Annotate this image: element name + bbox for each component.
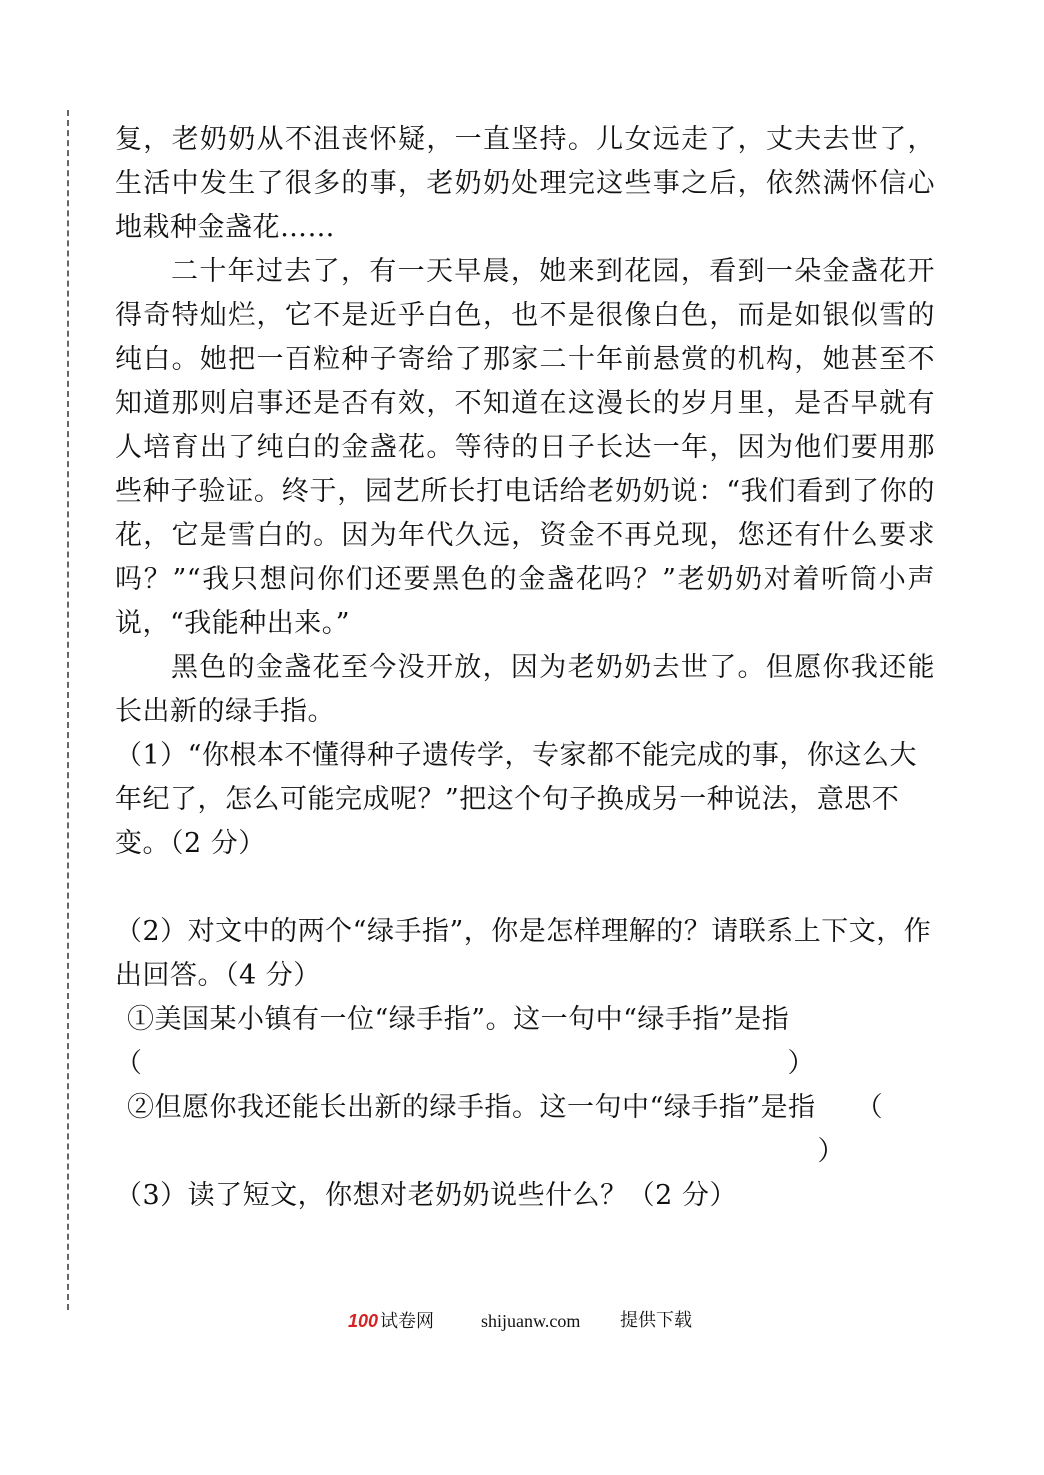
document-body [115, 118, 935, 1218]
question-2: （2）对文中的两个“绿手指”，你是怎样理解的？请联系上下文，作出回答。（4 分） [115, 916, 932, 991]
paragraph-1: 复，老奶奶从不沮丧怀疑，一直坚持。儿女远走了，丈夫去世了，生活中发生了很多的事，老奶奶处理完这些事之后，依然满怀信心地栽种金盏花…… [115, 124, 935, 243]
open-paren: （ [855, 1092, 884, 1123]
paragraph-2: 二十年过去了，有一天早晨，她来到花园，看到一朵金盏花开得奇特灿烂，它不是近乎白色，也不是很像白色，而是如银似雪的纯白。她把一百粒种子寄给了那家二十年前悬赏的机构，她甚至不知道那则启事还是否有效，不知道在这漫长的岁月里，是否早就有人培育出了纯白的金盏花。等待的日子长达一年，因为他们要用那些种子验证。终于，园艺所长打电话给老奶奶说：“我们看到了你的花，它是雪白的。因为年代久远，资金不再兑现，您还有什么要求吗？”“我只想问你们还要黑色的金盏花吗？”老奶奶对着听筒小声说，“我能种出来。” [115, 256, 935, 639]
logo-number: 100 [348, 1311, 379, 1331]
question-2b-text: ②但愿你我还能长出新的绿手指。这一句中“绿手指”是指 [127, 1092, 816, 1123]
question-3: （3）读了短文，你想对老奶奶说些什么？（2 分） [115, 1180, 737, 1211]
question-2a-blank [115, 1042, 815, 1086]
paragraph-3: 黑色的金盏花至今没开放，因为老奶奶去世了。但愿你我还能长出新的绿手指。 [115, 652, 935, 727]
close-paren: ） [817, 1136, 845, 1167]
question-2a: ①美国某小镇有一位“绿手指”。这一句中“绿手指”是指 [127, 1004, 790, 1035]
site-logo [348, 1308, 434, 1335]
question-2b [115, 1086, 935, 1130]
logo-text: 试卷网 [380, 1311, 435, 1332]
question-1: （1）“你根本不懂得种子遗传学，专家都不能完成的事，你这么大年纪了，怎么可能完成呢？”把这个句子换成另一种说法，意思不变。（2 分） [115, 740, 917, 859]
download-text: 提供下载 [620, 1310, 692, 1331]
binding-margin-line [67, 110, 69, 1310]
site-url[interactable]: shijuanw.com [481, 1311, 581, 1331]
answer-space-1 [115, 866, 935, 910]
close-paren: ） [787, 1048, 815, 1079]
open-paren: （ [115, 1048, 143, 1079]
question-2b-blank [115, 1130, 845, 1174]
